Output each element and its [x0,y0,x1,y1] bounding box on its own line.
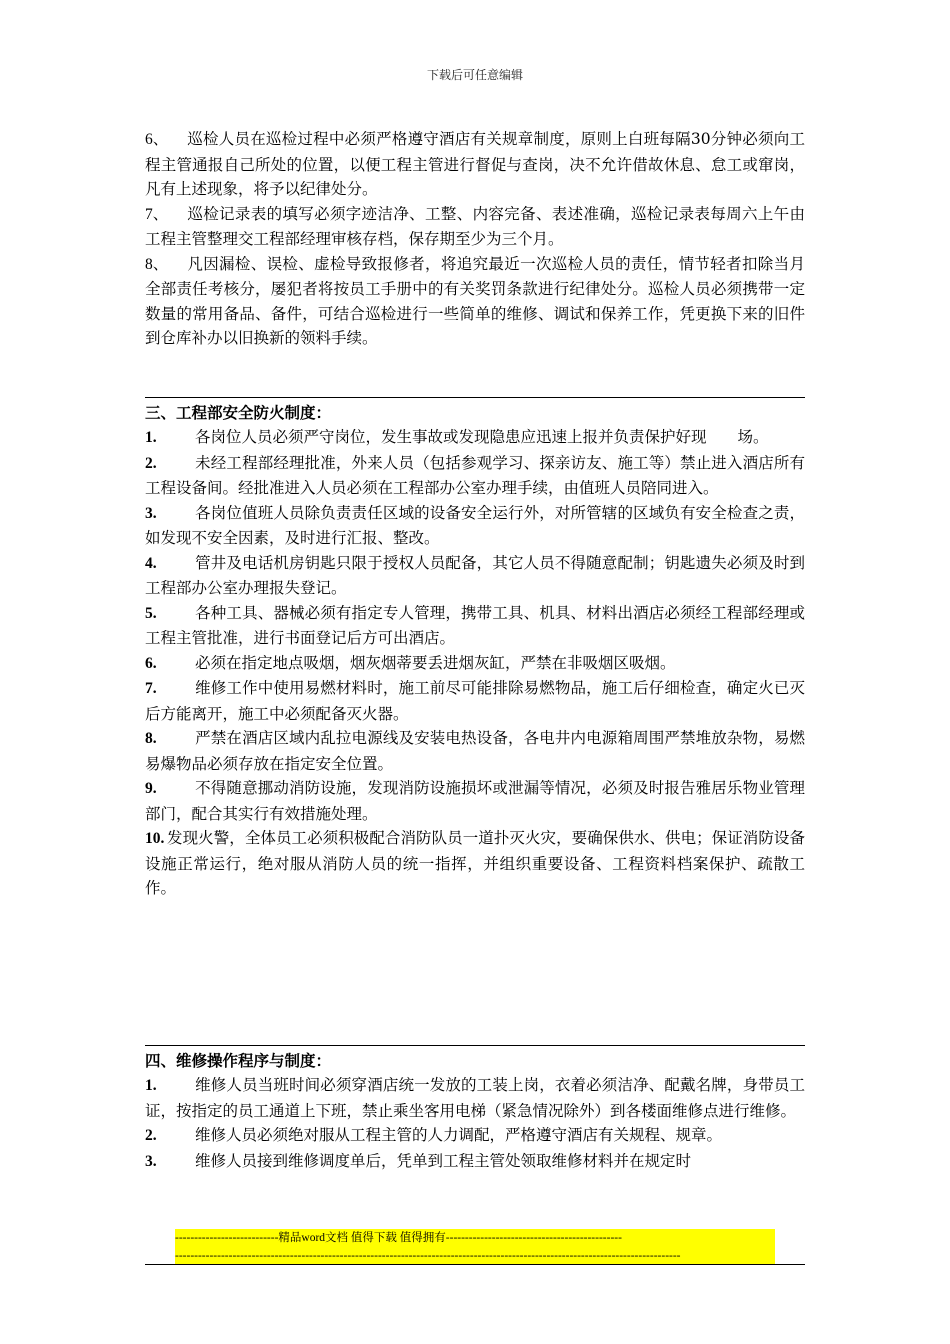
footer-rule [145,1264,805,1265]
item-text: 发现火警，全体员工必须积极配合消防队员一道扑灭火灾，要确保供水、供电；保证消防设备设施正常运行，绝对服从消防人员的统一指挥，并组织重要设备、工程资料档案保护、疏散工作。 [145,829,805,897]
item-text: 维修人员接到维修调度单后，凭单到工程主管处领取维修材料并在规定时 [195,1151,692,1170]
list-item [145,601,805,651]
list-item [145,676,805,726]
item-text: 各岗位值班人员除负责责任区域的设备安全运行外，对所管辖的区域负有安全检查之责，如发现不安全因素，及时进行汇报、整改。 [145,503,805,547]
item-text: 管井及电话机房钥匙只限于授权人员配备，其它人员不得随意配制；钥匙遗失必须及时到工程部办公室办理报失登记。 [145,553,805,597]
item-text: 各种工具、器械必须有指定专人管理，携带工具、机具、材料出酒店必须经工程部经理或工程主管批准，进行书面登记后方可出酒店。 [145,603,805,647]
footer-banner-line: ------------------------------------------------------------------------------------------------------------------------------------ [175,1247,775,1265]
item-text: 未经工程部经理批准，外来人员（包括参观学习、探亲访友、施工等）禁止进入酒店所有工程设备间。经批准进入人员必须在工程部办公室办理手续，由值班人员陪同进入。 [145,453,805,497]
item-number: 6、 [145,131,169,148]
list-item [145,1149,805,1175]
item-number: 3. [145,504,157,522]
list-item [145,826,805,901]
item-text: 严禁在酒店区域内乱拉电源线及安装电热设备，各电井内电源箱周围严禁堆放杂物，易燃易爆物品必须存放在指定安全位置。 [145,729,805,773]
list-item [145,651,805,677]
item-number: 9. [145,780,157,797]
section2-tail [145,127,805,351]
item-number: 2. [145,1127,157,1144]
item-text: 巡检记录表的填写必须字迹洁净、工整、内容完备、表述准确，巡检记录表每周六上午由工程主管整理交工程部经理审核存档，保存期至少为三个月。 [145,204,805,248]
section-heading: 三、工程部安全防火制度： [145,403,332,422]
list-item [145,776,805,826]
section-divider [145,397,805,398]
list-item [145,127,805,202]
list-item [145,551,805,601]
list-item [145,726,805,776]
item-text: 各岗位人员必须严守岗位，发生事故或发现隐患应迅速上报并负责保护好现 场。 [195,428,769,446]
footer-banner: ---------------------------精品word文档 值得下载 值得拥有---------------------------------------------- [175,1229,775,1247]
item-number: 5. [145,604,157,622]
item-number: 10. [145,830,165,847]
list-item [145,451,805,501]
item-number: 8. [145,730,157,747]
section3 [145,401,805,901]
page-header: 下载后可任意编辑 [426,68,523,82]
item-text: 维修人员当班时间必须穿酒店统一发放的工装上岗，衣着必须洁净、配戴名牌，身带员工证，按指定的员工通道上下班，禁止乘坐客用电梯（紧急情况除外）到各楼面维修点进行维修。 [145,1076,805,1120]
item-number: 4. [145,554,157,572]
list-item [145,252,805,351]
section4 [145,1049,805,1174]
item-text: 不得随意挪动消防设施，发现消防设施损坏或泄漏等情况，必须及时报告雅居乐物业管理部门，配合其实行有效措施处理。 [145,779,805,823]
item-number: 7、 [145,205,169,223]
list-item [145,425,805,451]
item-number: 8、 [145,255,169,273]
list-item [145,1123,805,1149]
list-item [145,202,805,252]
item-number: 2. [145,454,157,472]
item-text: 必须在指定地点吸烟，烟灰烟蒂要丢进烟灰缸，严禁在非吸烟区吸烟。 [195,653,676,672]
section-divider [145,1045,805,1046]
item-text: 巡检人员在巡检过程中必须严格遵守酒店有关规章制度，原则上白班每隔30分钟必须向工程主管通报自己所处的位置，以便工程主管进行督促与查岗，决不允许借故休息、怠工或窜岗，凡有上述现象，将予以纪律处分。 [145,130,805,198]
item-number: 6. [145,654,157,672]
item-number: 1. [145,1077,157,1094]
item-text: 维修人员必须绝对服从工程主管的人力调配，严格遵守酒店有关规程、规章。 [195,1126,723,1144]
item-text: 维修工作中使用易燃材料时，施工前尽可能排除易燃物品，施工后仔细检查，确定火已灭后方能离开，施工中必须配备灭火器。 [145,679,805,723]
item-number: 3. [145,1152,157,1170]
item-number: 7. [145,680,157,697]
item-number: 1. [145,429,157,446]
list-item [145,1073,805,1123]
section-heading: 四、维修操作程序与制度： [145,1051,332,1070]
list-item [145,501,805,551]
item-text: 凡因漏检、误检、虚检导致报修者，将追究最近一次巡检人员的责任，情节轻者扣除当月全部责任考核分，屡犯者将按员工手册中的有关奖罚条款进行纪律处分。巡检人员必须携带一定数量的常用备品、备件，可结合巡检进行一些简单的维修、调试和保养工作，凭更换下来的旧件到仓库补办以旧换新的领料手续。 [145,254,805,347]
